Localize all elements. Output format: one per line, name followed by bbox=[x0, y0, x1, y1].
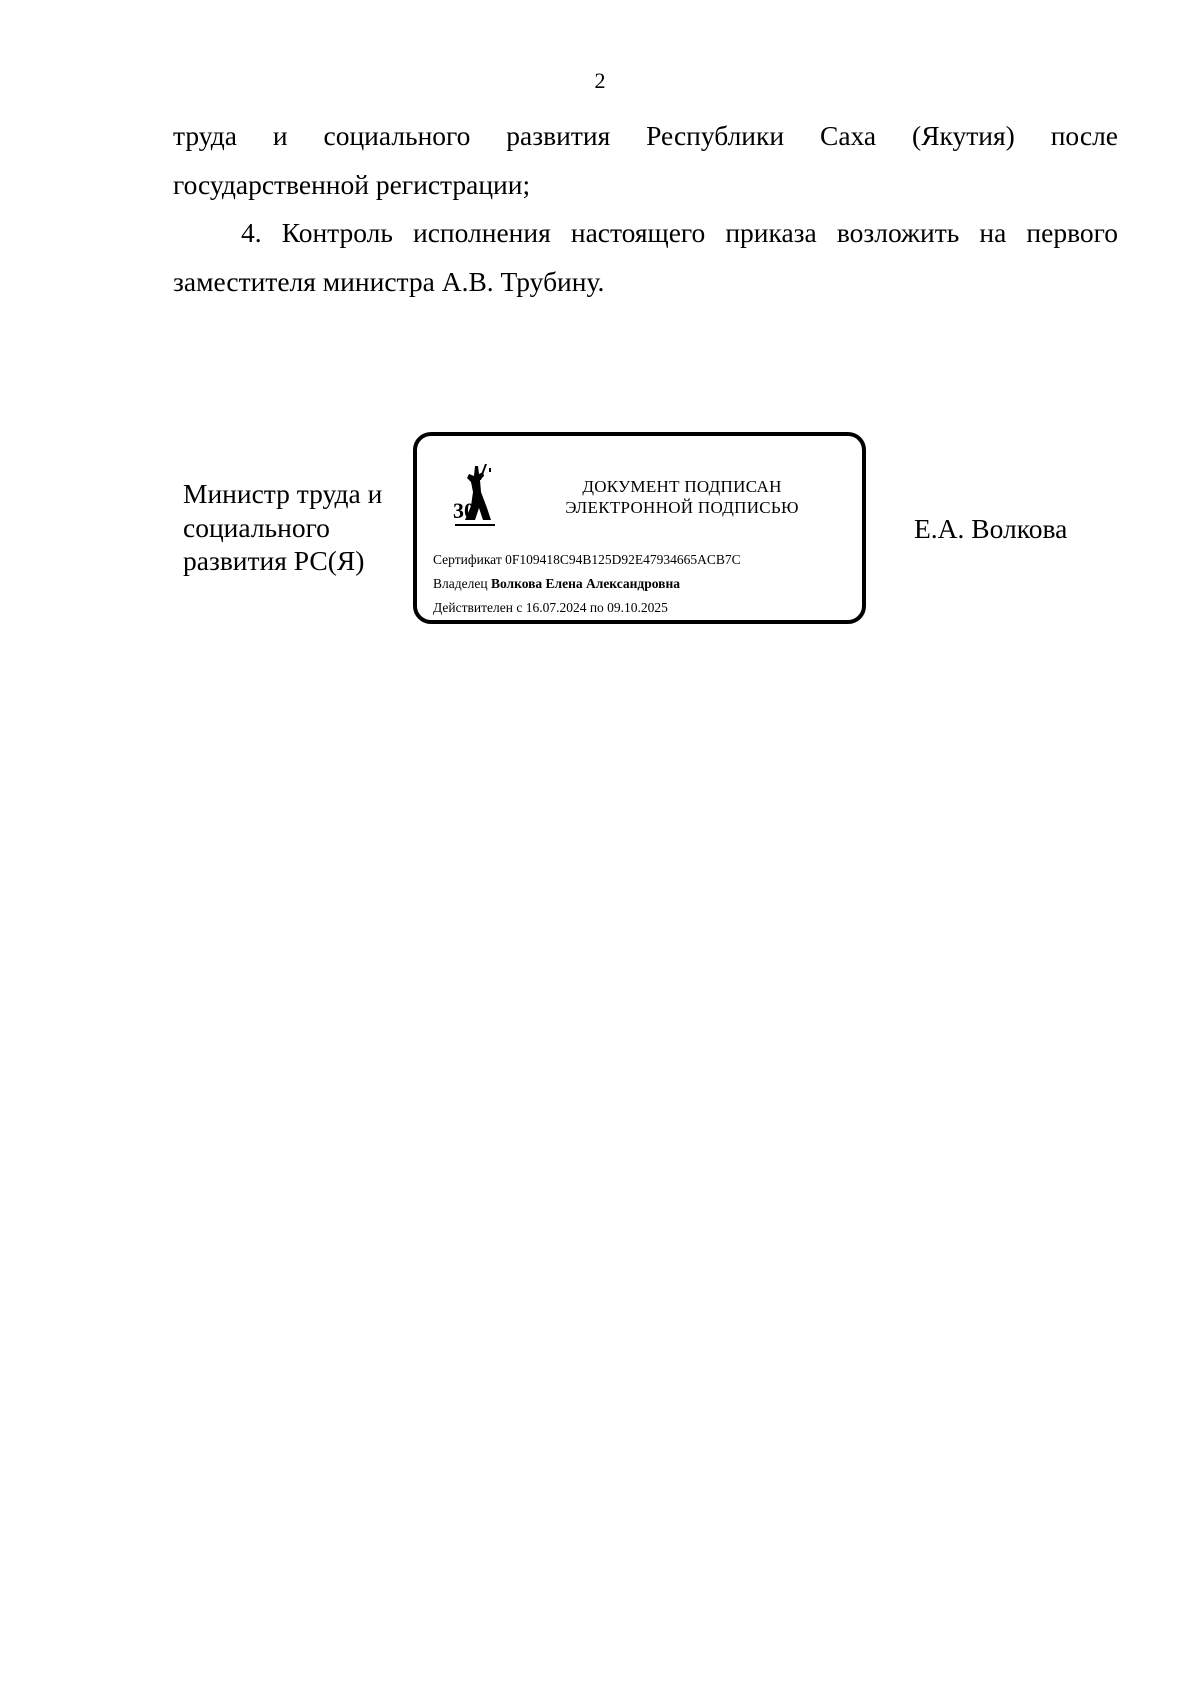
emblem-icon bbox=[451, 462, 501, 530]
valid-to-prefix: по bbox=[589, 600, 604, 615]
stamp-heading bbox=[527, 476, 837, 518]
owner-value: Волкова Елена Александровна bbox=[490, 576, 681, 591]
signer-position-line: социального bbox=[183, 511, 330, 543]
stamp-heading-line: ДОКУМЕНТ ПОДПИСАН bbox=[582, 477, 782, 496]
owner-row bbox=[433, 572, 741, 596]
body-line: заместителя министра А.В. Трубину. bbox=[173, 265, 605, 297]
certificate-value: 0F109418C94B125D92E47934665ACB7C bbox=[505, 552, 741, 567]
signer-position-line: развития РС(Я) bbox=[183, 545, 365, 576]
emblem-number: 30 bbox=[453, 498, 475, 523]
validity-row bbox=[433, 596, 741, 620]
valid-from-prefix: с bbox=[516, 600, 523, 615]
paragraph-continuation bbox=[173, 112, 1118, 209]
body-line: труда и социального развития Республики Саха (Якутия) после bbox=[173, 120, 1118, 151]
signer-position bbox=[183, 477, 413, 578]
valid-label: Действителен bbox=[433, 600, 513, 615]
stamp-details bbox=[433, 548, 741, 620]
certificate-row bbox=[433, 548, 741, 572]
page-number: 2 bbox=[594, 68, 606, 93]
stamp-heading-line: ЭЛЕКТРОННОЙ ПОДПИСЬЮ bbox=[565, 498, 799, 517]
body-line: государственной регистрации; bbox=[173, 168, 531, 200]
valid-to: 09.10.2025 bbox=[607, 600, 668, 615]
signer-name: Е.А. Волкова bbox=[914, 513, 1068, 544]
valid-from: 16.07.2024 bbox=[525, 600, 587, 615]
owner-label: Владелец bbox=[433, 576, 488, 591]
body-line: 4. Контроль исполнения настоящего приказа возложить на первого bbox=[241, 217, 1118, 248]
paragraph-4 bbox=[173, 209, 1118, 306]
document-body bbox=[173, 112, 1118, 306]
electronic-signature-stamp bbox=[413, 432, 866, 624]
signer-position-line: Министр труда и bbox=[183, 478, 383, 509]
certificate-label: Сертификат bbox=[433, 552, 502, 567]
